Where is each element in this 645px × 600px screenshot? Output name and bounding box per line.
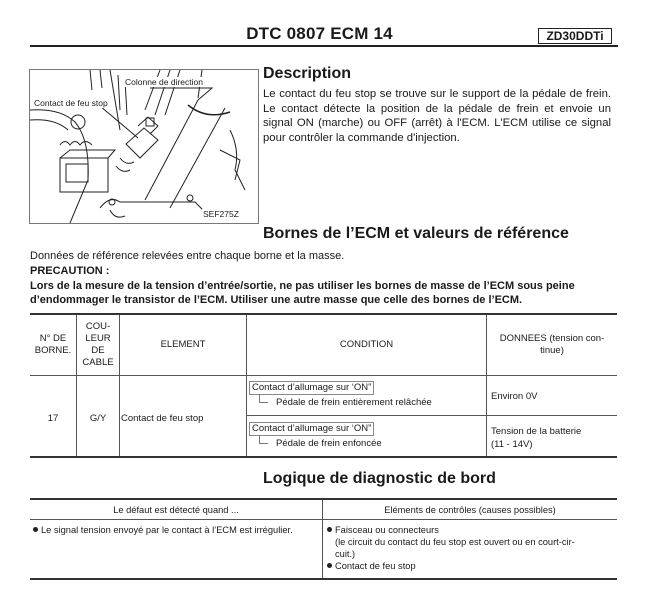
cause-1-detail-line1: (le circuit du contact du feu stop est ouvert ou en court-cir- [335,537,575,547]
reference-note: Données de référence relevées entre chaque borne et la masse. [30,250,345,262]
condition-2-value-line2: (11 - 14V) [491,439,533,450]
diagnostic-logic-heading: Logique de diagnostic de bord [263,470,496,487]
header-data-line1: DONNEES (tension con- [499,333,605,344]
header-terminal-line2: BORNE. [34,345,72,356]
bullet-icon [327,563,332,568]
figure-code: SEF275Z [203,209,239,219]
detected-item [33,524,293,536]
cause-1-detail-line2: cuit.) [335,549,356,559]
header-terminal [30,315,76,375]
header-divider [30,375,617,376]
bullet-icon [327,527,332,532]
condition-1-value: Environ 0V [491,391,538,402]
condition-1-main: Contact d’allumage sur ‘ON” [249,381,374,395]
header-wire-color [77,315,119,375]
cause-item-2 [327,560,416,572]
engine-badge: ZD30DDTi [538,28,612,44]
condition-2-main: Contact d’allumage sur ‘ON” [249,422,374,436]
cell-terminal: 17 [47,413,59,424]
condition-2-value [491,425,581,451]
detected-text: Le signal tension envoyé par le contact à l’ECM est irrégulier. [41,525,293,535]
page-title-text: DTC 0807 ECM 14 [246,24,393,43]
condition-2-value-line1: Tension de la batterie [491,426,582,437]
precaution-body: Lors de la mesure de la tension d’entrée/sortie, ne pas utiliser les bornes de masse de l’ECM sous peine d’endommager le transistor de l’ECM. Utiliser une autre masse que celle des bornes de l’ECM. [30,280,575,306]
cause-1-text: Faisceau ou connecteurs [335,525,439,535]
terminals-heading: Bornes de l’ECM et valeurs de référence [263,225,569,242]
label-steering-column: Colonne de direction [125,77,203,87]
cell-element: Contact de feu stop [121,413,204,424]
header-condition: CONDITION [339,339,394,350]
header-terminal-line1: N° DE [39,333,67,344]
description-heading: Description [263,65,352,82]
header-wire-line2: LEUR [85,333,111,344]
header-divider [30,519,617,520]
terminal-reference-table [30,313,617,458]
header-wire-line4: CABLE [82,357,114,368]
header-detected: Le défaut est détecté quand ... [113,505,239,515]
header-wire-line1: COU- [85,321,111,332]
cause-2-text: Contact de feu stop [335,561,416,571]
row-divider [246,415,617,416]
bullet-icon [33,527,38,532]
brake-switch-illustration [29,69,259,224]
header-data-line2: tinue) [540,345,564,356]
description-body: Le contact du feu stop se trouve sur le support de la pédale de frein. Le contact détecte la position de la pédale de frein et envoie un signal ON (marche) ou OFF (arrêt) à l'ECM. L'ECM utilise ce signal pour contrôler la commande d'injection. [263,88,611,144]
header-wire-line3: DE [91,345,105,356]
condition-2-sub: Pédale de frein enfoncée [276,438,382,449]
precaution-label: PRECAUTION : [30,265,110,277]
header-rule [30,45,618,47]
header-data [487,315,617,375]
label-brake-switch: Contact de feu stop [34,98,108,108]
cell-wire-color: G/Y [89,413,107,424]
diagnostic-logic-table [30,498,617,580]
illustration-drawing [30,70,258,223]
header-causes: Eléments de contrôles (causes possibles) [384,505,556,515]
cause-1-detail [335,536,575,560]
tree-elbow-icon [259,435,268,444]
condition-1-sub: Pédale de frein entièrement relâchée [276,397,432,408]
cause-item-1 [327,524,439,536]
tree-elbow-icon [259,394,268,403]
header-element: ELEMENT [160,339,206,350]
